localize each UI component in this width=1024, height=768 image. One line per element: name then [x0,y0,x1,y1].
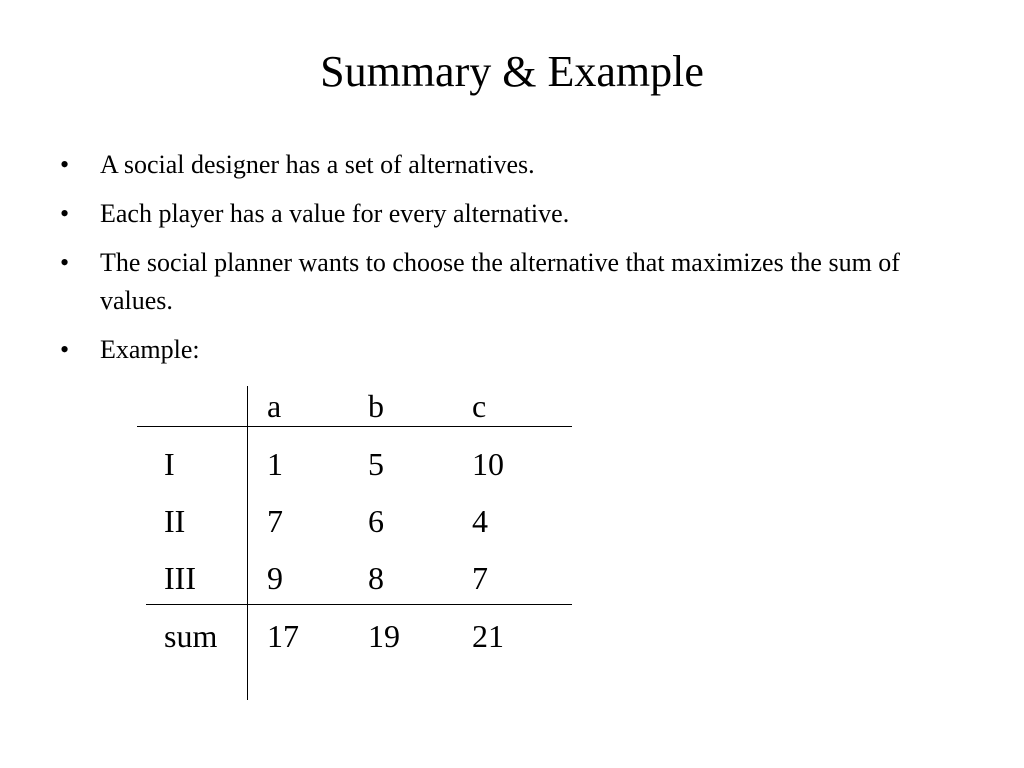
table-header-divider [137,426,572,427]
sum-cell: 17 [267,618,299,654]
bullet-text: A social designer has a set of alternatives. [100,150,535,179]
table-vertical-divider [247,386,248,700]
bullet-item [60,331,900,369]
bullet-glyph: • [60,248,70,277]
table-sum-divider [146,604,572,605]
bullet-glyph: • [60,199,70,228]
table-cell: 4 [472,503,488,539]
table-cell: 7 [472,560,488,596]
bullet-glyph: • [60,150,70,179]
bullet-item [60,244,900,320]
table-cell: 9 [267,560,283,596]
table-cell: 6 [368,503,384,539]
row-label-sum: sum [164,618,218,654]
sum-cell: 19 [368,618,400,654]
row-label-II: II [164,503,186,539]
slide-title: Summary & Example [320,47,704,96]
bullet-text: Example: [100,335,200,364]
column-header-c: c [472,388,487,424]
column-header-b: b [368,388,384,424]
bullet-item [60,146,900,184]
bullet-glyph: • [60,335,70,364]
table-cell: 1 [267,446,283,482]
row-label-III: III [164,560,196,596]
bullet-item [60,195,900,233]
table-cell: 8 [368,560,384,596]
values-table [146,386,572,700]
column-header-a: a [267,388,282,424]
bullet-list [60,146,900,380]
bullet-text: The social planner wants to choose the alternative that maximizes the sum of values. [100,248,900,315]
table-cell: 5 [368,446,384,482]
table-cell: 10 [472,446,504,482]
sum-cell: 21 [472,618,504,654]
table-cell: 7 [267,503,283,539]
row-label-I: I [164,446,175,482]
bullet-text: Each player has a value for every alternative. [100,199,570,228]
